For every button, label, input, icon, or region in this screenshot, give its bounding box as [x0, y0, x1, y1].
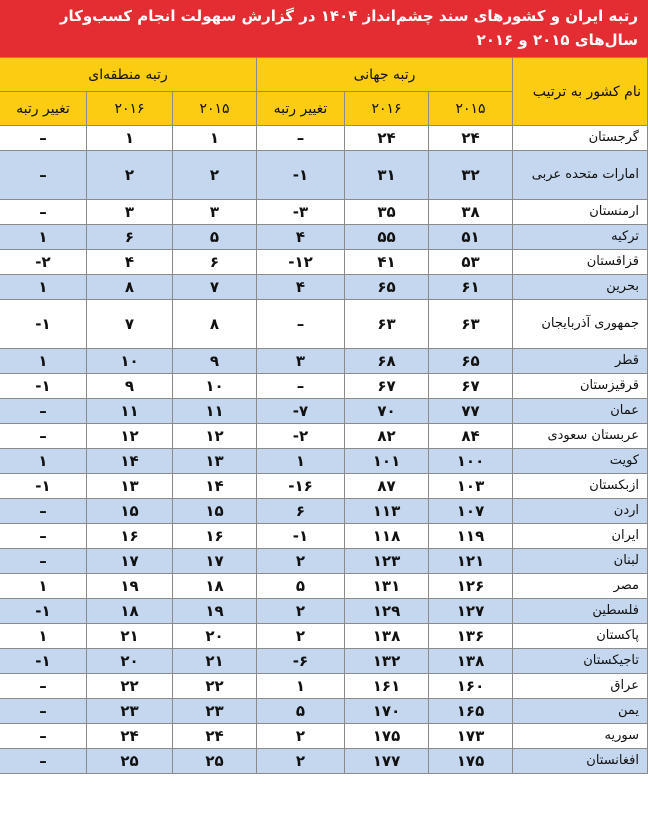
world-2016-cell: ۱۳۲ — [345, 649, 429, 674]
regional-change-cell: – — [0, 151, 86, 200]
world-2016-cell: ۱۲۳ — [345, 549, 429, 574]
world-2016-cell: ۱۱۸ — [345, 524, 429, 549]
world-change-header: تغییر رتبه — [256, 92, 344, 126]
world-2016-cell: ۱۶۱ — [345, 674, 429, 699]
world-2016-cell: ۸۷ — [345, 474, 429, 499]
country-cell: قزاقستان — [513, 250, 648, 275]
regional-change-cell: – — [0, 749, 86, 774]
regional-2015-cell: ۱۵ — [172, 499, 256, 524]
world-2015-cell: ۱۶۵ — [429, 699, 513, 724]
regional-2015-cell: ۱۲ — [172, 424, 256, 449]
regional-2016-cell: ۹ — [86, 374, 172, 399]
regional-change-cell: ۱ — [0, 574, 86, 599]
world-change-cell: ۱ — [256, 674, 344, 699]
world-2015-cell: ۸۴ — [429, 424, 513, 449]
country-cell: ارمنستان — [513, 200, 648, 225]
country-cell: عراق — [513, 674, 648, 699]
regional-2015-cell: ۱۳ — [172, 449, 256, 474]
world-change-cell: ۲ — [256, 549, 344, 574]
country-cell: گرجستان — [513, 126, 648, 151]
table-row — [0, 674, 648, 699]
regional-change-cell: – — [0, 524, 86, 549]
regional-2015-cell: ۱۴ — [172, 474, 256, 499]
world-2015-cell: ۷۷ — [429, 399, 513, 424]
table-body — [0, 126, 648, 774]
regional-2015-cell: ۹ — [172, 349, 256, 374]
table-row — [0, 275, 648, 300]
world-2016-cell: ۸۲ — [345, 424, 429, 449]
world-2015-cell: ۵۱ — [429, 225, 513, 250]
regional-change-cell: – — [0, 674, 86, 699]
regional-change-cell: ۱ — [0, 624, 86, 649]
country-cell: قطر — [513, 349, 648, 374]
rankings-table — [0, 57, 648, 774]
regional-2015-cell: ۱۰ — [172, 374, 256, 399]
table-row — [0, 374, 648, 399]
world-change-cell: ۶ — [256, 499, 344, 524]
world-change-cell: ۷- — [256, 399, 344, 424]
country-cell: ازبکستان — [513, 474, 648, 499]
table-row — [0, 549, 648, 574]
regional-2016-cell: ۱۵ — [86, 499, 172, 524]
table-title — [0, 0, 648, 57]
world-2015-cell: ۱۶۰ — [429, 674, 513, 699]
world-rank-header: رتبه جهانی — [256, 58, 512, 92]
regional-change-cell: – — [0, 499, 86, 524]
world-2015-cell: ۱۰۷ — [429, 499, 513, 524]
world-2016-cell: ۱۱۳ — [345, 499, 429, 524]
world-change-cell: – — [256, 300, 344, 349]
world-2016-cell: ۱۰۱ — [345, 449, 429, 474]
country-cell: عمان — [513, 399, 648, 424]
title-line-1: رتبه ایران و کشورهای سند چشم‌انداز ۱۴۰۴ در گزارش سهولت انجام کسب‌وکار — [59, 7, 638, 25]
world-2016-cell: ۱۳۸ — [345, 624, 429, 649]
world-2015-cell: ۶۵ — [429, 349, 513, 374]
world-2016-cell: ۱۷۷ — [345, 749, 429, 774]
country-cell: مصر — [513, 574, 648, 599]
table-row — [0, 126, 648, 151]
regional-2015-cell: ۷ — [172, 275, 256, 300]
regional-2015-cell: ۸ — [172, 300, 256, 349]
world-change-cell: ۶- — [256, 649, 344, 674]
table-row — [0, 200, 648, 225]
regional-2016-cell: ۱۳ — [86, 474, 172, 499]
world-2016-cell: ۷۰ — [345, 399, 429, 424]
country-cell: ایران — [513, 524, 648, 549]
world-2015-cell: ۵۳ — [429, 250, 513, 275]
regional-2016-cell: ۱۲ — [86, 424, 172, 449]
table-row — [0, 699, 648, 724]
world-2015-cell: ۱۱۹ — [429, 524, 513, 549]
world-change-cell: ۲ — [256, 724, 344, 749]
regional-change-cell: ۱ — [0, 449, 86, 474]
world-2015-cell: ۱۷۳ — [429, 724, 513, 749]
world-change-cell: ۴ — [256, 225, 344, 250]
regional-change-cell: ۱- — [0, 649, 86, 674]
country-cell: قرقیزستان — [513, 374, 648, 399]
table-row — [0, 225, 648, 250]
country-cell: جمهوری آذربایجان — [513, 300, 648, 349]
regional-2016-cell: ۱۸ — [86, 599, 172, 624]
country-header: نام کشور به ترتیب — [513, 58, 648, 126]
regional-2016-cell: ۱۷ — [86, 549, 172, 574]
regional-2016-cell: ۳ — [86, 200, 172, 225]
regional-change-cell: ۱- — [0, 300, 86, 349]
regional-change-cell: – — [0, 399, 86, 424]
world-change-cell: ۵ — [256, 699, 344, 724]
regional-change-cell: ۱- — [0, 374, 86, 399]
country-cell: پاکستان — [513, 624, 648, 649]
regional-change-cell: – — [0, 126, 86, 151]
regional-rank-header: رتبه منطقه‌ای — [0, 58, 256, 92]
world-change-cell: ۳ — [256, 349, 344, 374]
world-change-cell: ۲ — [256, 599, 344, 624]
world-2016-cell: ۳۵ — [345, 200, 429, 225]
table-row — [0, 424, 648, 449]
table-row — [0, 449, 648, 474]
regional-2015-cell: ۱ — [172, 126, 256, 151]
world-2015-cell: ۶۷ — [429, 374, 513, 399]
country-cell: امارات متحده عربی — [513, 151, 648, 200]
regional-2016-cell: ۱ — [86, 126, 172, 151]
world-change-cell: – — [256, 126, 344, 151]
table-row — [0, 151, 648, 200]
world-2016-cell: ۲۴ — [345, 126, 429, 151]
world-change-cell: ۲ — [256, 749, 344, 774]
regional-2016-cell: ۲۱ — [86, 624, 172, 649]
regional-change-cell: ۱ — [0, 275, 86, 300]
regional-2015-cell: ۳ — [172, 200, 256, 225]
country-cell: بحرین — [513, 275, 648, 300]
world-2015-cell: ۱۰۰ — [429, 449, 513, 474]
regional-2016-header: ۲۰۱۶ — [86, 92, 172, 126]
regional-2016-cell: ۲۰ — [86, 649, 172, 674]
table-row — [0, 724, 648, 749]
regional-change-cell: ۱ — [0, 349, 86, 374]
regional-2016-cell: ۲۳ — [86, 699, 172, 724]
world-2016-cell: ۵۵ — [345, 225, 429, 250]
world-change-cell: ۴ — [256, 275, 344, 300]
regional-2016-cell: ۱۶ — [86, 524, 172, 549]
regional-2015-cell: ۲۴ — [172, 724, 256, 749]
world-2016-header: ۲۰۱۶ — [345, 92, 429, 126]
world-change-cell: ۳- — [256, 200, 344, 225]
regional-2015-cell: ۲۳ — [172, 699, 256, 724]
world-2015-cell: ۱۲۷ — [429, 599, 513, 624]
regional-change-cell: ۱- — [0, 474, 86, 499]
regional-2016-cell: ۱۱ — [86, 399, 172, 424]
world-2015-cell: ۳۸ — [429, 200, 513, 225]
world-change-cell: ۱- — [256, 524, 344, 549]
table-row — [0, 474, 648, 499]
regional-2015-cell: ۲ — [172, 151, 256, 200]
world-2016-cell: ۱۷۵ — [345, 724, 429, 749]
title-line-2: سال‌های ۲۰۱۵ و ۲۰۱۶ — [476, 31, 638, 49]
regional-2016-cell: ۲۴ — [86, 724, 172, 749]
regional-2016-cell: ۱۴ — [86, 449, 172, 474]
country-cell: کویت — [513, 449, 648, 474]
regional-2015-cell: ۵ — [172, 225, 256, 250]
table-row — [0, 599, 648, 624]
regional-change-cell: – — [0, 424, 86, 449]
country-cell: تاجیکستان — [513, 649, 648, 674]
world-2015-cell: ۱۲۱ — [429, 549, 513, 574]
world-2016-cell: ۱۲۹ — [345, 599, 429, 624]
regional-2015-cell: ۶ — [172, 250, 256, 275]
regional-2016-cell: ۷ — [86, 300, 172, 349]
world-2015-cell: ۶۳ — [429, 300, 513, 349]
table-row — [0, 624, 648, 649]
table-row — [0, 749, 648, 774]
world-2016-cell: ۱۳۱ — [345, 574, 429, 599]
regional-2015-cell: ۱۹ — [172, 599, 256, 624]
table-row — [0, 574, 648, 599]
world-change-cell: ۱۶- — [256, 474, 344, 499]
world-change-cell: ۲- — [256, 424, 344, 449]
regional-2015-cell: ۱۱ — [172, 399, 256, 424]
country-cell: افغانستان — [513, 749, 648, 774]
table-row — [0, 499, 648, 524]
regional-2016-cell: ۸ — [86, 275, 172, 300]
regional-2016-cell: ۲۵ — [86, 749, 172, 774]
world-2015-cell: ۱۳۸ — [429, 649, 513, 674]
country-cell: عربستان سعودی — [513, 424, 648, 449]
regional-2016-cell: ۱۹ — [86, 574, 172, 599]
world-2016-cell: ۴۱ — [345, 250, 429, 275]
regional-2016-cell: ۲ — [86, 151, 172, 200]
regional-2015-cell: ۱۸ — [172, 574, 256, 599]
country-cell: یمن — [513, 699, 648, 724]
country-cell: فلسطین — [513, 599, 648, 624]
table-row — [0, 250, 648, 275]
world-2016-cell: ۱۷۰ — [345, 699, 429, 724]
regional-2015-cell: ۲۵ — [172, 749, 256, 774]
world-2015-cell: ۱۲۶ — [429, 574, 513, 599]
world-2015-cell: ۶۱ — [429, 275, 513, 300]
regional-2016-cell: ۶ — [86, 225, 172, 250]
country-cell: سوریه — [513, 724, 648, 749]
world-2015-cell: ۱۷۵ — [429, 749, 513, 774]
table-row — [0, 349, 648, 374]
world-2015-cell: ۲۴ — [429, 126, 513, 151]
world-2015-cell: ۱۰۳ — [429, 474, 513, 499]
regional-2015-cell: ۲۰ — [172, 624, 256, 649]
world-2016-cell: ۶۳ — [345, 300, 429, 349]
regional-change-cell: ۲- — [0, 250, 86, 275]
world-2016-cell: ۶۵ — [345, 275, 429, 300]
regional-2016-cell: ۲۲ — [86, 674, 172, 699]
regional-2015-header: ۲۰۱۵ — [172, 92, 256, 126]
regional-2016-cell: ۴ — [86, 250, 172, 275]
regional-change-cell: – — [0, 549, 86, 574]
world-2016-cell: ۶۷ — [345, 374, 429, 399]
table-row — [0, 524, 648, 549]
regional-change-cell: ۱- — [0, 599, 86, 624]
regional-2015-cell: ۲۲ — [172, 674, 256, 699]
table-row — [0, 300, 648, 349]
regional-2016-cell: ۱۰ — [86, 349, 172, 374]
world-2016-cell: ۶۸ — [345, 349, 429, 374]
world-change-cell: ۱- — [256, 151, 344, 200]
world-2015-cell: ۳۲ — [429, 151, 513, 200]
regional-2015-cell: ۱۷ — [172, 549, 256, 574]
table-row — [0, 399, 648, 424]
world-2015-header: ۲۰۱۵ — [429, 92, 513, 126]
regional-change-cell: ۱ — [0, 225, 86, 250]
world-change-cell: – — [256, 374, 344, 399]
regional-change-cell: – — [0, 724, 86, 749]
regional-2015-cell: ۱۶ — [172, 524, 256, 549]
world-change-cell: ۲ — [256, 624, 344, 649]
world-change-cell: ۱۲- — [256, 250, 344, 275]
world-2015-cell: ۱۳۶ — [429, 624, 513, 649]
country-cell: ترکیه — [513, 225, 648, 250]
country-cell: اردن — [513, 499, 648, 524]
table-row — [0, 649, 648, 674]
country-cell: لبنان — [513, 549, 648, 574]
regional-2015-cell: ۲۱ — [172, 649, 256, 674]
world-2016-cell: ۳۱ — [345, 151, 429, 200]
regional-change-cell: – — [0, 200, 86, 225]
regional-change-header: تغییر رتبه — [0, 92, 86, 126]
world-change-cell: ۵ — [256, 574, 344, 599]
world-change-cell: ۱ — [256, 449, 344, 474]
regional-change-cell: – — [0, 699, 86, 724]
